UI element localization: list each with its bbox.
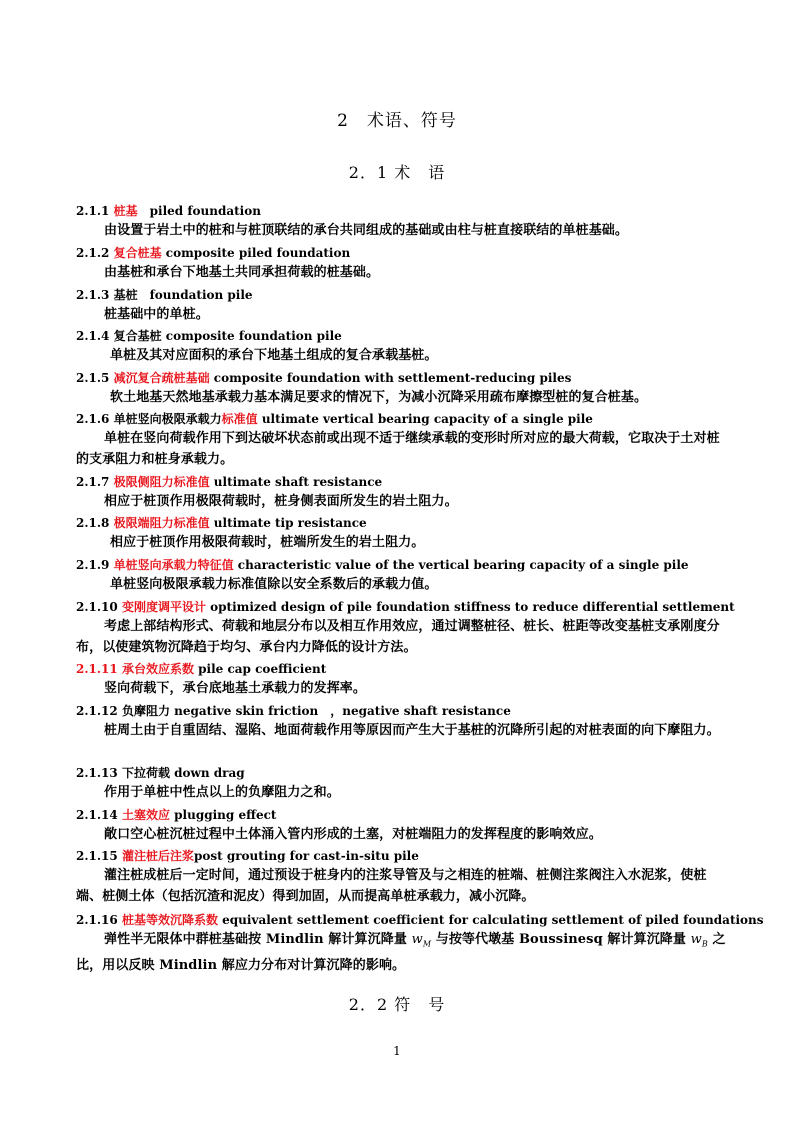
term-chinese: 灌注桩后注浆 [121, 849, 194, 863]
term-english: composite foundation with settlement-reducing piles [213, 371, 572, 385]
term-definition: 相应于桩顶作用极限荷载时，桩身侧表面所发生的岩土阻力。 [104, 494, 458, 509]
term-heading: 2.1.10 变刚度调平设计 optimized design of pile foundation stiffness to reduce differential settlement [76, 600, 735, 614]
term-english: optimized design of pile foundation stiffness to reduce differential settlement [210, 600, 735, 614]
term-english: plugging effect [174, 808, 277, 822]
term-entry-2-1-4 [76, 328, 726, 366]
term-entry-2-1-6 [76, 411, 726, 470]
term-definition: 灌注桩成桩后一定时间，通过预设于桩身内的注浆导管及与之相连的桩端、桩侧注浆阀注入水泥浆，使桩端、桩侧土体（包括沉渣和泥皮）得到加固，从而提高单桩承载力，减小沉降。 [76, 868, 707, 904]
term-entry-2-1-9 [76, 557, 726, 595]
term-entry-2-1-5 [76, 370, 726, 408]
term-heading: 2.1.14 土塞效应 plugging effect [76, 808, 277, 822]
term-heading: 2.1.1 桩基 piled foundation [76, 204, 261, 218]
term-english: down drag [174, 766, 245, 780]
term-chinese: 桩基等效沉降系数 [121, 913, 218, 927]
term-heading: 2.1.15 灌注桩后注浆post grouting for cast-in-situ pile [76, 849, 419, 863]
term-entry-2-1-15 [76, 848, 726, 907]
term-heading: 2.1.11 承台效应系数 pile cap coefficient [76, 662, 327, 676]
term-heading: 2.1.7 极限侧阻力标准值 ultimate shaft resistance [76, 475, 383, 489]
page-number: 1 [393, 1044, 401, 1058]
term-definition: 单桩在竖向荷载作用下到达破坏状态前或出现不适于继续承载的变形时所对应的最大荷载，它取决于土对桩的支承阻力和桩身承载力。 [76, 431, 720, 467]
variable-w-b: $w_B$ [690, 932, 708, 949]
term-heading: 2.1.12 负摩阻力 negative skin friction ，negative shaft resistance [76, 704, 511, 718]
term-chinese: 极限端阻力标准值 [113, 516, 210, 530]
term-entry-2-1-7 [76, 474, 726, 512]
term-english: ultimate tip resistance [213, 516, 367, 530]
term-chinese: 桩基 [113, 204, 138, 218]
term-definition: 敞口空心桩沉桩过程中土体涌入管内形成的土塞，对桩端阻力的发挥程度的影响效应。 [104, 827, 602, 842]
term-heading: 2.1.16 桩基等效沉降系数 equivalent settlement coefficient for calculating settlement of piled foundations [76, 913, 764, 927]
term-chinese: 承台效应系数 [121, 662, 194, 676]
term-english: negative skin friction ，negative shaft resistance [174, 704, 511, 718]
term-entry-2-1-11 [76, 661, 726, 699]
term-english: composite piled foundation [165, 246, 351, 260]
term-english: ultimate shaft resistance [213, 475, 383, 489]
term-heading: 2.1.2 复合桩基 composite piled foundation [76, 246, 351, 260]
term-heading: 2.1.4 复合基桩 composite foundation pile [76, 329, 342, 343]
term-entry-2-1-2 [76, 245, 726, 283]
term-heading: 2.1.3 基桩 foundation pile [76, 288, 253, 302]
term-chinese: 极限侧阻力标准值 [113, 475, 210, 489]
term-english: ultimate vertical bearing capacity of a single pile [261, 412, 593, 426]
term-heading: 2.1.13 下拉荷载 down drag [76, 766, 245, 780]
term-chinese: 基桩 [113, 288, 138, 302]
term-definition: 软土地基天然地基承载力基本满足要求的情况下，为减小沉降采用疏布摩擦型桩的复合桩基。 [110, 390, 648, 405]
term-definition: 单桩竖向极限承载力标准值除以安全系数后的承载力值。 [110, 577, 438, 592]
term-entry-2-1-13 [76, 765, 726, 803]
term-entry-2-1-8 [76, 515, 726, 553]
term-definition: 相应于桩顶作用极限荷载时，桩端所发生的岩土阻力。 [110, 535, 425, 550]
term-heading: 2.1.9 单桩竖向承载力特征值 characteristic value of the vertical bearing capacity of a single pile [76, 558, 689, 572]
term-entry-2-1-1 [76, 203, 726, 241]
term-chinese: 负摩阻力 [121, 704, 170, 718]
term-chinese: 单桩竖向极限承载力 [113, 412, 222, 426]
term-english: post grouting for cast-in-situ pile [193, 849, 419, 863]
term-definition: 弹性半无限体中群桩基础按 Mindlin 解计算沉降量 $w_M$ 与按等代墩基 Boussinesq 解计算沉降量 $w_B$ 之比，用以反映 Mindlin 解应力分布对计算沉降的影响。 [76, 932, 726, 973]
variable-w-m: $w_M$ [411, 932, 432, 949]
term-entry-2-1-16 [76, 912, 764, 976]
term-definition: 桩周土由于自重固结、湿陷、地面荷载作用等原因而产生大于基桩的沉降所引起的对桩表面的向下摩阻力。 [104, 723, 720, 738]
term-definition: 桩基础中的单桩。 [104, 307, 209, 322]
term-chinese: 单桩竖向承载力特征值 [113, 558, 234, 572]
term-entry-2-1-14 [76, 807, 726, 845]
term-heading: 2.1.6 单桩竖向极限承载力标准值 ultimate vertical bearing capacity of a single pile [76, 412, 593, 426]
term-entry-2-1-10 [76, 599, 735, 658]
term-definition: 作用于单桩中性点以上的负摩阻力之和。 [104, 785, 340, 800]
term-entry-2-1-3 [76, 287, 726, 325]
term-english: composite foundation pile [165, 329, 342, 343]
term-definition: 由基桩和承台下地基土共同承担荷载的桩基础。 [104, 265, 380, 280]
term-english: equivalent settlement coefficient for calculating settlement of piled foundations [222, 913, 764, 927]
term-definition: 考虑上部结构形式、荷载和地层分布以及相互作用效应，通过调整桩径、桩长、桩距等改变基桩支承刚度分布，以使建筑物沉降趋于均匀、承台内力降低的设计方法。 [76, 619, 720, 655]
term-chinese-highlight: 标准值 [221, 412, 258, 426]
term-chinese: 复合桩基 [113, 246, 162, 260]
term-definition: 由设置于岩土中的桩和与桩顶联结的承台共同组成的基础或由柱与桩直接联结的单桩基础。 [104, 223, 629, 238]
term-chinese: 减沉复合疏桩基础 [113, 371, 210, 385]
term-chinese: 下拉荷载 [121, 766, 170, 780]
term-definition: 竖向荷载下，承台底地基土承载力的发挥率。 [104, 681, 367, 696]
term-english: pile cap coefficient [198, 662, 327, 676]
term-english: foundation pile [149, 288, 253, 302]
term-definition: 单桩及其对应面积的承台下地基土组成的复合承载基桩。 [110, 348, 438, 363]
section-heading-symbols: 2．2 符 号 [348, 995, 446, 1014]
term-chinese: 变刚度调平设计 [121, 600, 206, 614]
term-chinese: 土塞效应 [121, 808, 170, 822]
term-english: characteristic value of the vertical bearing capacity of a single pile [237, 558, 689, 572]
term-chinese: 复合基桩 [113, 329, 162, 343]
chapter-title: 2 术语、符号 [337, 111, 457, 131]
term-heading: 2.1.8 极限端阻力标准值 ultimate tip resistance [76, 516, 367, 530]
term-heading: 2.1.5 减沉复合疏桩基础 composite foundation with settlement-reducing piles [76, 371, 572, 385]
term-english: piled foundation [149, 204, 261, 218]
term-entry-2-1-12 [76, 703, 726, 741]
section-heading-terms: 2．1 术 语 [348, 163, 446, 182]
